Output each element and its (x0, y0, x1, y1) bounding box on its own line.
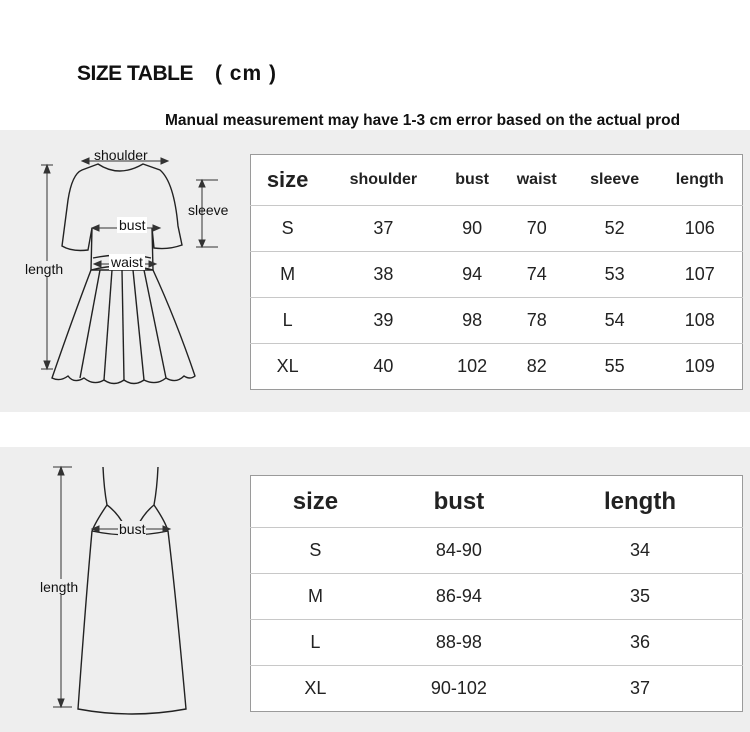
dress-illustration (0, 130, 245, 412)
slip-length-label: length (40, 579, 79, 595)
table-cell: S (251, 206, 325, 252)
table-cell: 52 (572, 206, 658, 252)
table-header-row (251, 155, 743, 206)
table-row (251, 528, 743, 574)
table-cell: 35 (538, 574, 743, 620)
table-cell: 108 (657, 298, 742, 344)
table-cell: S (251, 528, 380, 574)
table-cell: 39 (324, 298, 442, 344)
table-cell: 74 (502, 252, 572, 298)
table-cell: 88-98 (380, 620, 538, 666)
column-header: shoulder (349, 171, 418, 188)
table-cell: 34 (538, 528, 743, 574)
column-header: sleeve (590, 171, 640, 188)
table-cell: L (251, 298, 325, 344)
table-cell: 55 (572, 344, 658, 390)
table-cell: XL (251, 344, 325, 390)
table-cell: 109 (657, 344, 742, 390)
table-cell: 37 (324, 206, 442, 252)
size-table-title (77, 62, 277, 86)
table-row (251, 206, 743, 252)
table-cell: M (251, 252, 325, 298)
slip-bust-label: bust (119, 521, 146, 537)
table-cell: 38 (324, 252, 442, 298)
table-row (251, 620, 743, 666)
sleeve-label: sleeve (188, 202, 229, 218)
table-cell: 90 (443, 206, 502, 252)
dress-size-panel (0, 130, 750, 412)
table-cell: M (251, 574, 380, 620)
slip-illustration (0, 447, 245, 732)
slip-size-panel (0, 447, 750, 732)
shoulder-label: shoulder (94, 147, 148, 163)
column-header: size (292, 487, 339, 515)
table-row (251, 344, 743, 390)
waist-label: waist (111, 254, 143, 270)
bust-label: bust (119, 217, 146, 233)
column-header: waist (516, 171, 557, 188)
column-header: size (266, 167, 309, 192)
table-cell: 86-94 (380, 574, 538, 620)
column-header: length (603, 487, 676, 515)
table-cell: 98 (443, 298, 502, 344)
table-cell: 78 (502, 298, 572, 344)
table-cell: 36 (538, 620, 743, 666)
table-cell: 37 (538, 666, 743, 712)
table-cell: 54 (572, 298, 658, 344)
table-cell: 84-90 (380, 528, 538, 574)
table-cell: 70 (502, 206, 572, 252)
column-header: bust (433, 487, 485, 515)
table-cell: L (251, 620, 380, 666)
table-row (251, 252, 743, 298)
table-cell: 107 (657, 252, 742, 298)
table-cell: 53 (572, 252, 658, 298)
title-unit: ( cm ) (214, 62, 277, 85)
table-cell: 40 (324, 344, 442, 390)
dress-size-table (250, 154, 743, 390)
table-row (251, 574, 743, 620)
table-cell: 90-102 (380, 666, 538, 712)
measurement-note: Manual measurement may have 1-3 cm error based on the actual prod (165, 112, 681, 129)
length-label: length (25, 261, 64, 277)
title-text: SIZE TABLE (77, 62, 193, 85)
table-cell: XL (251, 666, 380, 712)
table-cell: 106 (657, 206, 742, 252)
table-cell: 94 (443, 252, 502, 298)
slip-size-table (250, 475, 743, 712)
table-header-row (251, 476, 743, 528)
table-row (251, 298, 743, 344)
table-cell: 82 (502, 344, 572, 390)
table-row (251, 666, 743, 712)
table-cell: 102 (443, 344, 502, 390)
column-header: length (675, 171, 724, 188)
column-header: bust (455, 171, 490, 188)
